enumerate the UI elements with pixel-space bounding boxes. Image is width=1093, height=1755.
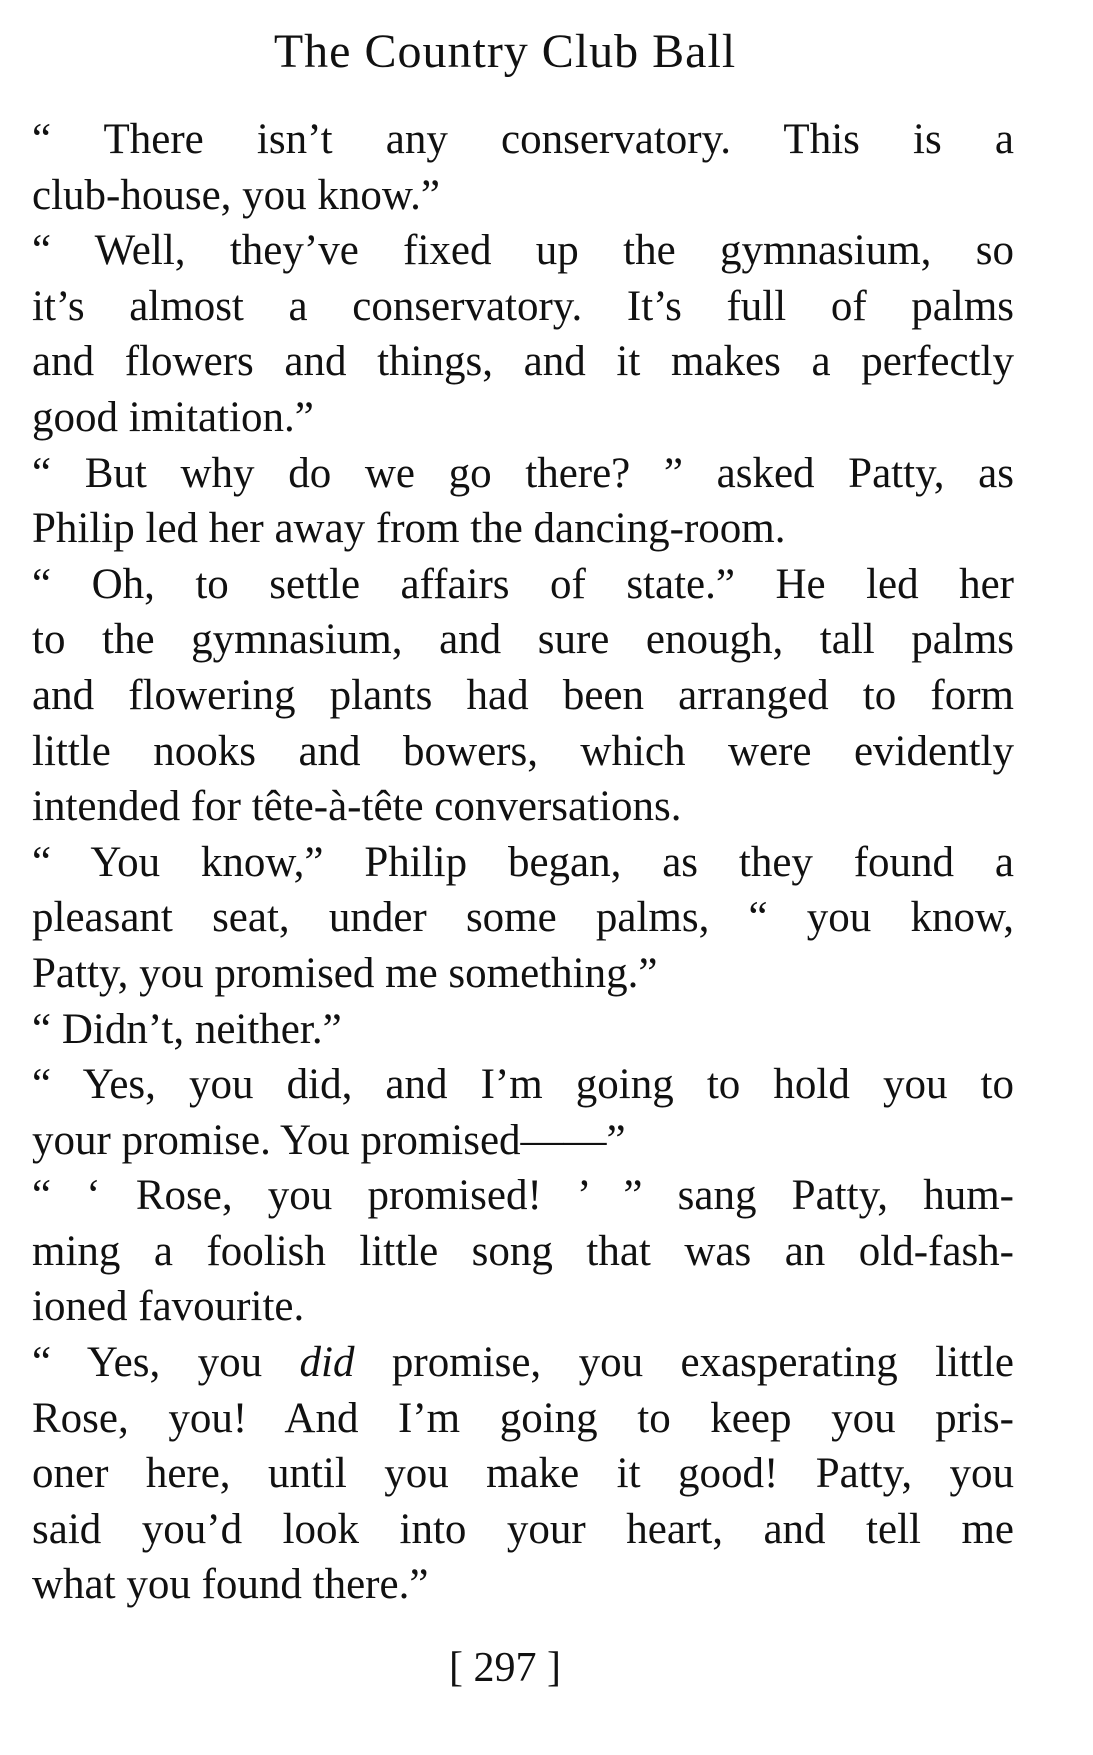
text-line: “ There isn’t any conservatory. This is a: [32, 116, 1014, 163]
text-line: “ ‘ Rose, you promised! ’ ” sang Patty, hum-: [32, 1172, 1014, 1220]
text-line: Philip led her away from the dancing-room.: [32, 505, 786, 553]
text-line: ming a foolish little song that was an old-fash-: [32, 1227, 1014, 1275]
text-line: “ Yes, you did, and I’m going to hold you to: [32, 1061, 1014, 1109]
text-span: “ Yes, you: [32, 1339, 300, 1387]
text-line: “ Oh, to settle affairs of state.” He led her: [32, 560, 1014, 608]
text-line: “ Well, they’ve fixed up the gymnasium, so: [32, 227, 1014, 275]
text-line: and flowering plants had been arranged to form: [32, 671, 1014, 719]
text-line: [32, 1335, 1014, 1391]
text-line: little nooks and bowers, which were evidently: [32, 727, 1014, 775]
text-line: intended for tête-à-tête conversations.: [32, 783, 682, 831]
text-line: ioned favourite.: [32, 1283, 305, 1331]
text-span: promise, you exasperating little: [354, 1339, 1014, 1387]
text-line: oner here, until you make it good! Patty, you: [32, 1450, 1014, 1498]
text-line: club-house, you know.”: [32, 171, 441, 219]
text-line: Rose, you! And I’m going to keep you pris-: [32, 1394, 1014, 1442]
text-line: “ Didn’t, neither.”: [32, 1005, 342, 1053]
page-number: [ 297 ]: [449, 1645, 561, 1691]
text-line: what you found there.”: [32, 1561, 429, 1609]
text-line: pleasant seat, under some palms, “ you know,: [32, 894, 1014, 942]
text-line: to the gymnasium, and sure enough, tall palms: [32, 616, 1014, 664]
italic-emphasis: did: [299, 1339, 355, 1387]
text-line: and flowers and things, and it makes a perfectly: [32, 338, 1014, 386]
text-line: “ You know,” Philip began, as they found a: [32, 838, 1014, 886]
body-text: [32, 112, 1014, 1613]
text-line: your promise. You promised——”: [32, 1116, 626, 1164]
text-line: Patty, you promised me something.”: [32, 949, 658, 997]
text-line: good imitation.”: [32, 393, 314, 441]
running-title: The Country Club Ball: [273, 25, 737, 78]
text-line: “ But why do we go there? ” asked Patty, as: [32, 449, 1014, 497]
text-line: it’s almost a conservatory. It’s full of palms: [32, 282, 1014, 330]
text-line: said you’d look into your heart, and tell me: [32, 1505, 1014, 1553]
